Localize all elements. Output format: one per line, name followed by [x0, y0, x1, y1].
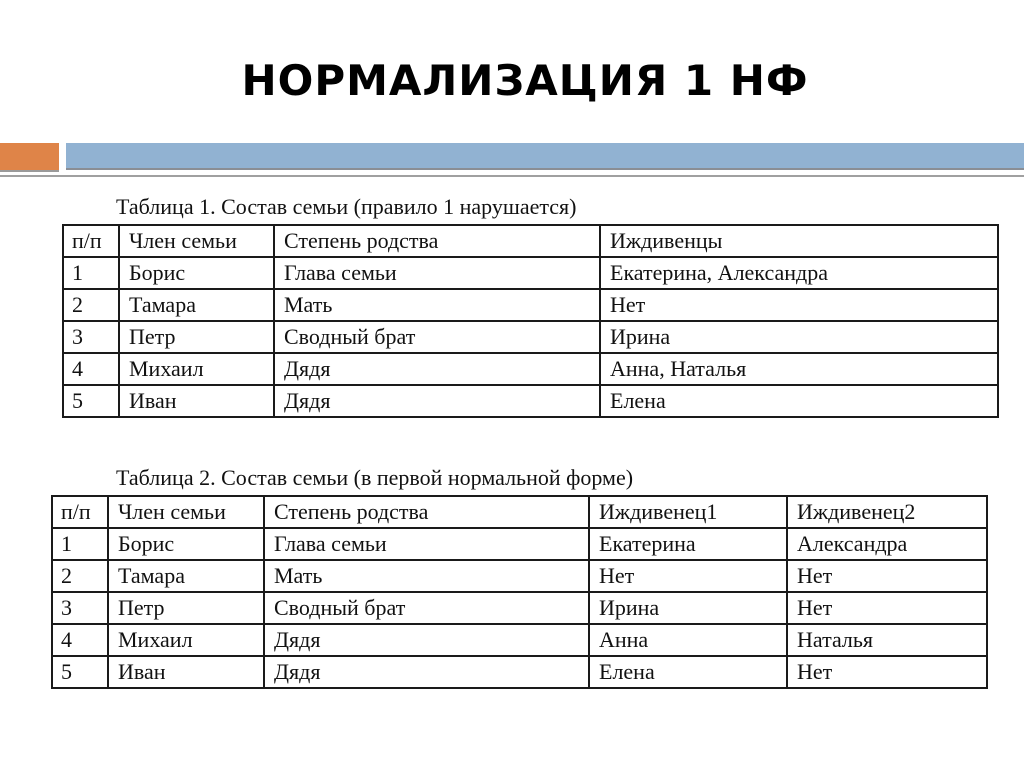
cell: Дядя [274, 353, 600, 385]
cell: Наталья [787, 624, 987, 656]
table1-caption: Таблица 1. Состав семьи (правило 1 нарушается) [116, 194, 577, 219]
header-cell: Иждивенцы [600, 225, 998, 257]
cell: Ирина [589, 592, 787, 624]
cell: Анна [589, 624, 787, 656]
cell: Иван [108, 656, 264, 688]
header-cell: Степень родства [274, 225, 600, 257]
cell: Тамара [119, 289, 274, 321]
cell: Дядя [274, 385, 600, 417]
cell: 5 [52, 656, 108, 688]
cell: Нет [787, 656, 987, 688]
cell: Анна, Наталья [600, 353, 998, 385]
table-row [52, 656, 987, 688]
cell: Ирина [600, 321, 998, 353]
cell: Борис [108, 528, 264, 560]
cell: Михаил [119, 353, 274, 385]
cell: Дядя [264, 624, 589, 656]
cell: Борис [119, 257, 274, 289]
cell: 2 [52, 560, 108, 592]
table-row [63, 385, 998, 417]
table-row [63, 353, 998, 385]
cell: Екатерина, Александра [600, 257, 998, 289]
cell: Нет [787, 592, 987, 624]
cell: Елена [600, 385, 998, 417]
cell: Нет [787, 560, 987, 592]
cell: Михаил [108, 624, 264, 656]
table-row [63, 289, 998, 321]
table-row [63, 321, 998, 353]
accent-bar-orange [0, 143, 59, 170]
cell: Дядя [264, 656, 589, 688]
slide-title: НОРМАЛИЗАЦИЯ 1 НФ [241, 56, 809, 105]
cell: Мать [264, 560, 589, 592]
table1 [62, 224, 999, 418]
cell: Сводный брат [274, 321, 600, 353]
cell: 4 [52, 624, 108, 656]
header-cell: Член семьи [119, 225, 274, 257]
header-cell: Член семьи [108, 496, 264, 528]
cell: Сводный брат [264, 592, 589, 624]
cell: Нет [589, 560, 787, 592]
cell: 5 [63, 385, 119, 417]
cell: Александра [787, 528, 987, 560]
header-cell: п/п [63, 225, 119, 257]
cell: Тамара [108, 560, 264, 592]
cell: Петр [119, 321, 274, 353]
cell: Глава семьи [274, 257, 600, 289]
header-cell: Иждивенец2 [787, 496, 987, 528]
table-row [52, 592, 987, 624]
cell: 2 [63, 289, 119, 321]
cell: Мать [274, 289, 600, 321]
divider-rule [0, 175, 1024, 177]
table2-header-row [52, 496, 987, 528]
table1-header-row [63, 225, 998, 257]
cell: 1 [63, 257, 119, 289]
cell: Екатерина [589, 528, 787, 560]
header-cell: Степень родства [264, 496, 589, 528]
table-row [52, 528, 987, 560]
cell: 3 [52, 592, 108, 624]
cell: Петр [108, 592, 264, 624]
cell: 1 [52, 528, 108, 560]
header-cell: п/п [52, 496, 108, 528]
table2 [51, 495, 988, 689]
header-cell: Иждивенец1 [589, 496, 787, 528]
table2-caption: Таблица 2. Состав семьи (в первой нормальной форме) [116, 465, 634, 490]
cell: 4 [63, 353, 119, 385]
cell: 3 [63, 321, 119, 353]
cell: Елена [589, 656, 787, 688]
cell: Иван [119, 385, 274, 417]
cell: Глава семьи [264, 528, 589, 560]
table-row [63, 257, 998, 289]
cell: Нет [600, 289, 998, 321]
accent-bar-blue [66, 143, 1024, 170]
table-row [52, 560, 987, 592]
table-row [52, 624, 987, 656]
